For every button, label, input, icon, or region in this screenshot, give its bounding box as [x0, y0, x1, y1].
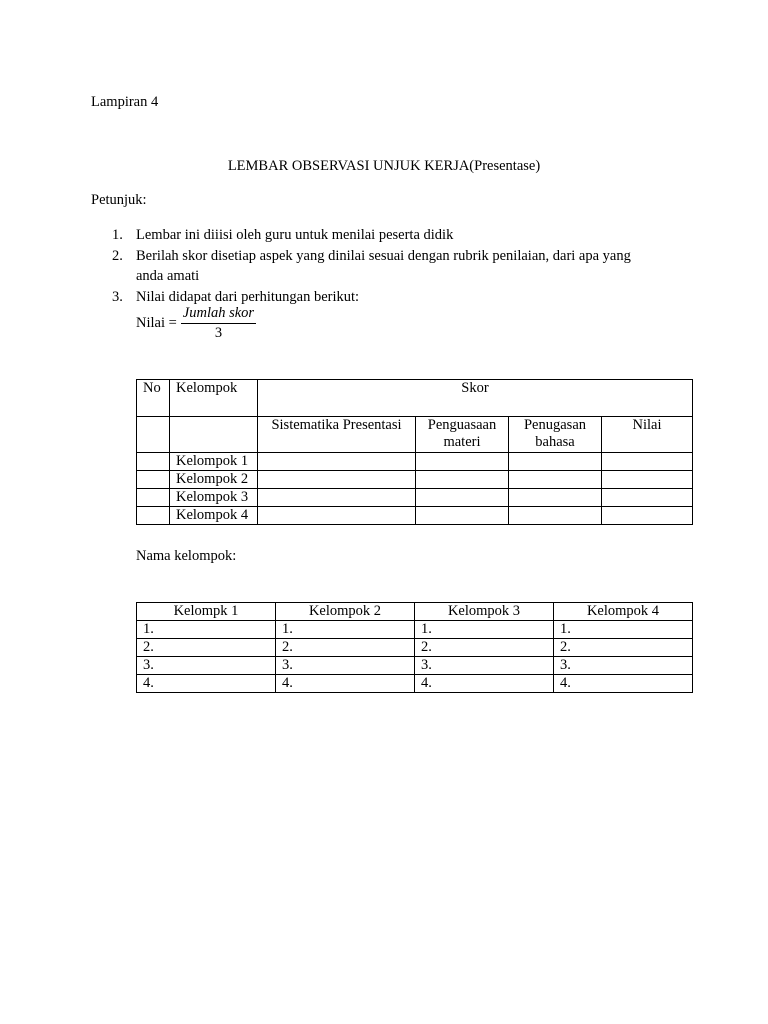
table-row — [137, 489, 693, 507]
table-row — [137, 657, 693, 675]
instruction-number: 3. — [112, 289, 123, 305]
header-kelompok: Kelompok — [170, 380, 258, 417]
score-formula — [136, 305, 256, 342]
table-row — [137, 675, 693, 693]
group-header: Kelompk 1 — [137, 603, 276, 621]
group-header: Kelompok 4 — [554, 603, 693, 621]
cell-no — [137, 489, 170, 507]
instruction-item — [112, 246, 656, 286]
member-cell: 2. — [554, 639, 693, 657]
member-cell: 3. — [137, 657, 276, 675]
cell-score — [416, 489, 509, 507]
member-cell: 1. — [137, 621, 276, 639]
member-cell: 2. — [276, 639, 415, 657]
cell-no — [137, 471, 170, 489]
member-cell: 2. — [137, 639, 276, 657]
formula-denominator: 3 — [214, 325, 223, 341]
subheader-sistematika: Sistematika Presentasi — [258, 417, 416, 453]
cell-score — [509, 471, 602, 489]
subheader-nilai: Nilai — [602, 417, 693, 453]
cell-score — [509, 507, 602, 525]
instruction-item — [112, 225, 672, 245]
member-cell: 3. — [554, 657, 693, 675]
cell-score — [258, 471, 416, 489]
member-cell: 4. — [276, 675, 415, 693]
member-cell: 4. — [415, 675, 554, 693]
group-names-label: Nama kelompok: — [136, 548, 237, 564]
member-cell: 3. — [415, 657, 554, 675]
cell-kelompok: Kelompok 2 — [170, 471, 258, 489]
cell-score — [602, 507, 693, 525]
instructions-label: Petunjuk: — [91, 192, 147, 208]
table-row — [137, 639, 693, 657]
instruction-item — [112, 287, 672, 307]
member-cell: 1. — [415, 621, 554, 639]
formula-lhs: Nilai = — [136, 315, 177, 331]
table-row — [137, 507, 693, 525]
cell-score — [416, 471, 509, 489]
cell-score — [258, 453, 416, 471]
cell-score — [509, 489, 602, 507]
member-cell: 4. — [554, 675, 693, 693]
cell-score — [416, 453, 509, 471]
instruction-number: 2. — [112, 248, 123, 264]
group-header: Kelompok 3 — [415, 603, 554, 621]
attachment-heading: Lampiran 4 — [91, 94, 159, 110]
cell-score — [258, 507, 416, 525]
header-no: No — [137, 380, 170, 417]
table-row — [137, 453, 693, 471]
cell-score — [602, 471, 693, 489]
member-cell: 2. — [415, 639, 554, 657]
header-skor: Skor — [258, 380, 693, 417]
member-cell: 1. — [554, 621, 693, 639]
instruction-text: Lembar ini diiisi oleh guru untuk menilai peserta didik — [136, 227, 454, 243]
cell-score — [509, 453, 602, 471]
document-title: LEMBAR OBSERVASI UNJUK KERJA(Presentase) — [227, 158, 541, 174]
instruction-text: Nilai didapat dari perhitungan berikut: — [136, 289, 360, 305]
formula-numerator: Jumlah skor — [181, 305, 256, 324]
cell-kelompok: Kelompok 3 — [170, 489, 258, 507]
cell-score — [602, 489, 693, 507]
cell-no — [137, 507, 170, 525]
table-row — [137, 621, 693, 639]
empty-cell — [137, 417, 170, 453]
group-names-table — [136, 602, 693, 693]
cell-score — [258, 489, 416, 507]
table-row — [137, 471, 693, 489]
empty-cell — [170, 417, 258, 453]
member-cell: 3. — [276, 657, 415, 675]
cell-kelompok: Kelompok 1 — [170, 453, 258, 471]
score-table — [136, 379, 693, 525]
member-cell: 1. — [276, 621, 415, 639]
formula-fraction — [181, 305, 256, 342]
cell-kelompok: Kelompok 4 — [170, 507, 258, 525]
subheader-penguasaan: Penguasaan materi — [416, 417, 509, 453]
instruction-number: 1. — [112, 227, 123, 243]
cell-no — [137, 453, 170, 471]
cell-score — [416, 507, 509, 525]
group-header: Kelompok 2 — [276, 603, 415, 621]
member-cell: 4. — [137, 675, 276, 693]
instructions-list — [112, 225, 672, 308]
cell-score — [602, 453, 693, 471]
instruction-text: Berilah skor disetiap aspek yang dinilai sesuai dengan rubrik penilaian, dari apa yang anda amati — [136, 248, 631, 284]
subheader-penugasan: Penugasan bahasa — [509, 417, 602, 453]
